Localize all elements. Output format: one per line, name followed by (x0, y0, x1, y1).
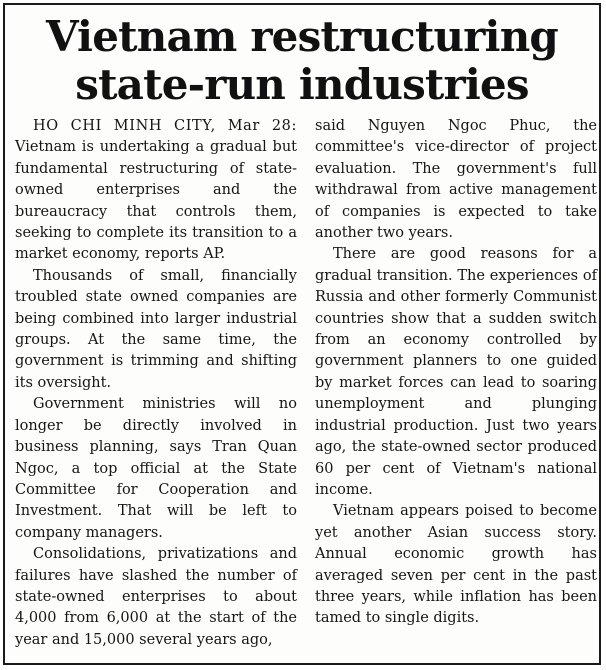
paragraph-4-part-1: Consolidations, privatizations and failures have slashed the number of state-owned enterprises to about 4,000 from 6,000 at the start of the year and 15,000 several years ago, (15, 546, 297, 648)
paragraph-4-part-2: said Nguyen Ngoc Phuc, the committee's vice-director of project evaluation. The government's full withdrawal from active management of companies is expected to take another two years. (315, 118, 597, 242)
newspaper-clipping (3, 3, 601, 665)
paragraph-6: Vietnam appears poised to become yet another Asian success story. Annual economic growth has averaged seven per cent in the past three years, while inflation has been tamed to single digits. (315, 503, 597, 627)
article-column-right (315, 116, 597, 630)
article-body (15, 116, 597, 655)
headline-line-2: state-run industries (75, 60, 529, 109)
paragraph-1 (15, 116, 297, 266)
article-column-left (15, 116, 297, 651)
paragraph-2: Thousands of small, financially troubled state owned companies are being combined into larger industrial groups. At the same time, the government is trimming and shifting its oversight. (15, 267, 297, 391)
headline-line-1: Vietnam restructuring (46, 12, 558, 61)
article-headline (5, 13, 599, 109)
dateline: HO CHI MINH CITY, Mar 28: (33, 118, 297, 134)
paragraph-5: There are good reasons for a gradual transition. The experiences of Russia and other formerly Communist countries show that a sudden switch from an economy controlled by government planners to one guided by market forces can lead to soaring unemployment and plunging industrial production. Just two years ago, the state-owned sector produced 60 per cent of Vietnam's national income. (315, 246, 597, 498)
paragraph-3: Government ministries will no longer be directly involved in business planning, says Tran Quan Ngoc, a top official at the State Committee for Cooperation and Investment. That will be left to company managers. (15, 396, 297, 541)
paragraph-1-text: Vietnam is undertaking a gradual but fundamental restructuring of state-owned enterprises and the bureaucracy that controls them, seeking to complete its transition to a market economy, reports AP. (15, 139, 297, 263)
